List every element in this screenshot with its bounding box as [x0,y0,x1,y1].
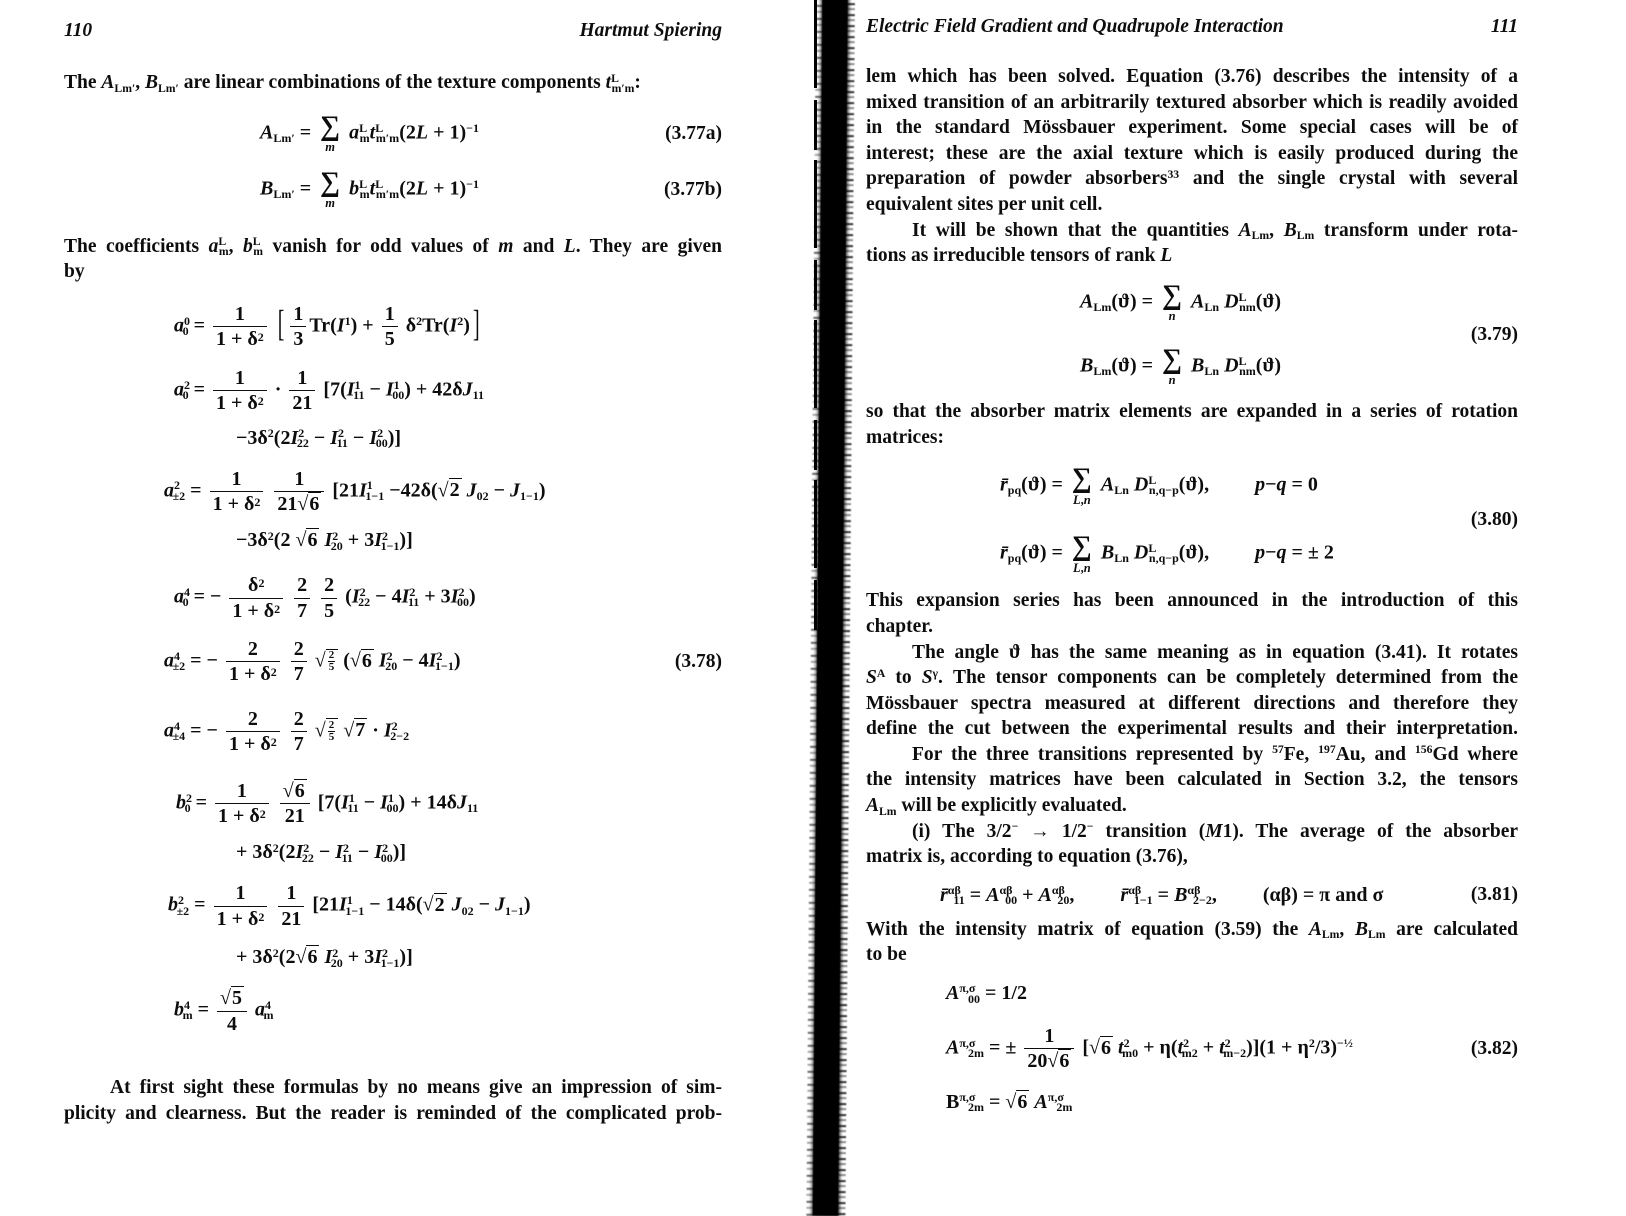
equation-3-79 [866,279,1518,388]
equation-3-77a-body: $A_{Lm'}$ = ∑ m $a^L_mt^L_{m'm}(2L + 1)^{-1}$ [260,110,479,155]
paragraph-with-intensity-tail: to be [866,944,907,966]
running-head-chapter-title: Electric Field Gradient and Quadrupole Interaction [866,16,1284,37]
paragraph-transition-m1-tail: matrix is, according to equation (3.76), [866,846,1188,868]
page-number-left: 110 [64,20,93,41]
running-head-author: Hartmut Spiering [579,20,722,41]
paragraph-so-that-tail: matrices: [866,426,944,448]
equation-3-82-row-c [866,1091,1518,1114]
equation-3-79-line-a: $A_{Lm}(ϑ)$ = ∑ n $A_{Ln}$ $D^L_{nm}(ϑ)$ [1080,279,1282,324]
equation-row [64,574,722,622]
equation-3-77b [64,166,722,211]
equation-a4pm2: $a^4_{\pm 2}$ = − $\frac{2}{1 + \delta^2}$ $\frac{2}{7}$ √ $\frac{2}{5}$ (√6 $I^2_{20} - 4I^2_{1-1}$) [164,638,461,686]
equation-3-79-line-b: $B_{Lm}(ϑ)$ = ∑ n $B_{Ln}$ $D^L_{nm}(ϑ)$ [1080,343,1282,388]
equation-a40: $a^4_0$ = − $\frac{\delta^2}{1 + \delta^2}$ $\frac{2}{7}$ $\frac{2}{5}$ $(I^2_{22} - 4I^2_{11} + 3I^2_{00})$ [174,574,476,622]
right-page [866,0,1518,1114]
equation-3-81 [866,884,1518,907]
equation-row [64,841,722,864]
equation-3-79-lines [866,279,1282,388]
equation-label-3-80: (3.80) [1470,509,1518,531]
equation-3-81-body: r̄$^{\alpha\beta}_{11}$ = $A^{\alpha\beta}_{00} + A^{\alpha\beta}_{20}$, r̄$^{\alpha\beta}_{1-1}$ = $B^{\alpha\beta}_{2-2}$, (αβ) = π and σ [940,883,1384,908]
equation-a2pm2-cont: $-3\delta^2(2$ √6 $I^2_{20} + 3I^2_{1-1}$)] [236,528,413,553]
equation-B2m: $B^{\pi,\sigma}_{2m} = √6$ $A^{\pi,\sigma}_{2m}$ [946,1090,1073,1115]
equation-a2pm2: $a^2_{\pm 2}$ = $\frac{1}{1 + \delta^2}$ $\frac{1}{21√6}$ [$21I^1_{1-1} -42\delta(√2$ $J_{02} - J_{1-1}$) [164,467,546,515]
equation-A2m: $A^{\pi,\sigma}_{2m}$ = ± $\frac{1}{20√6}$ [√6 $t^2_{m0} + \eta(t^2_{m2} + t^2_{m-2})](1 + \eta^2/3)^{-\frac{1}{2}}$ [946,1025,1353,1073]
equation-row [64,708,722,756]
paragraph-expansion-tail: chapter. [866,615,933,637]
equation-row [64,882,722,930]
left-page [64,0,722,1126]
equation-row [64,529,722,552]
equation-label-3-81: (3.81) [1470,884,1518,906]
equation-3-82-row-b [866,1025,1518,1073]
equation-label-3-78: (3.78) [674,650,722,672]
equation-a20: $a^2_0$ = $\frac{1}{1 + \delta^2}$ · $\frac{1}{21}$ [$7(I^1_{11} - I^1_{00}) + 42\delta J_{11}$ [174,366,484,415]
equation-3-80 [866,463,1518,575]
equation-b2pm2: $b^2_{\pm 2}$ = $\frac{1}{1 + \delta^2}$ $\frac{1}{21}$ [$21I^1_{1-1} - 14\delta(√2$ $J_{02} - J_{1-1}$) [168,882,531,930]
equation-a00: $a^0_0$ = $\frac{1}{1 + \delta^2}$ [ $\frac{1}{3}$ $Tr(I^1)$ + $\frac{1}{5}$ $\delta^2Tr(I^2)$ ] [174,302,480,351]
paragraph-with-intensity: With the intensity matrix of equation (3.59) the $A_{Lm}$, $B_{Lm}$ are calculated [866,918,1518,942]
left-page-header [64,20,722,42]
equation-label-3-82: (3.82) [1470,1037,1518,1059]
equation-a4pm4: $a^4_{\pm 4}$ = − $\frac{2}{1 + \delta^2}$ $\frac{2}{7}$ √ $\frac{2}{5}$ $√7 \cdot I^2_{2-2}$ [164,707,410,756]
paragraph-three-transitions: For the three transitions represented by $^{57}$Fe, $^{197}$Au, and $^{156}$Gd where the intensity matrices have been calculated in Section 3.2, the tensors [866,743,1518,791]
equation-row [64,987,722,1035]
gutter-black-band [812,0,848,1216]
equation-b4m: $b^4_m$ = $\frac{√5}{4}$ $a^4_m$ [174,987,274,1035]
paragraph-transition-m1: (i) The 3/2− → 1/2− transition (M1). The average of the absorber [912,820,1519,842]
equation-3-77a [64,110,722,155]
paragraph-lem-tail: equivalent sites per unit cell. [866,193,1103,215]
equation-b20: $b^2_0$ = $\frac{1}{1 + \delta^2}$ $\frac{√6}{21}$ [$7(I^1_{11} - I^1_{00}) + 14\delta J_{11}$ [176,779,479,828]
equation-row [64,468,722,516]
paragraph-it-will: It will be shown that the quantities $A_{Lm}$, $B_{Lm}$ transform under rota- [912,219,1518,243]
equation-3-80-line-a: $r̄_{pq}(ϑ)$ = ∑ L,n $A_{Ln}$ $D^L_{n,q-p}(ϑ)$, p−q = 0 [1000,463,1318,507]
paragraph-three-transitions-tail: $A_{Lm}$ will be explicitly evaluated. [866,795,1127,818]
gutter-thin-line [814,0,817,640]
equation-label-3-79: (3.79) [1470,323,1518,345]
scanner-gutter-shadow [806,0,870,1208]
paragraph-it-will-tail: tions as irreducible tensors of rank L [866,245,1173,267]
equation-3-82-row-a [866,982,1518,1005]
equation-3-80-lines [866,463,1334,575]
equation-3-77b-body: $B_{Lm'}$ = ∑ m $b^L_mt^L_{m'm}(2L + 1)^{-1}$ [260,166,479,211]
equation-row [64,427,722,450]
paragraph-outro: At first sight these formulas by no means give an impression of sim- plicity and clearness. But the reader is reminded of the complicated prob- [64,1077,722,1124]
equation-A00: $A^{\pi,\sigma}_{00} = 1/2$ [946,981,1027,1006]
paragraph-coefficients-tail: by [64,261,85,283]
equation-b2pm2-cont: + $3\delta^2(2√6$ $I^2_{20} + 3I^2_{1-1}$)] [236,945,413,970]
paragraph-angle: The angle ϑ has the same meaning as in equation (3.41). It rotates $S^A$ to $S^\gamma$. The tensor components can be completely determined from the Mössbauer spectra measured at different directions and therefore they define the cut between the experimental results and their interpretation. [866,641,1518,740]
equation-a20-cont: $-3\delta^2(2I^2_{22} - I^2_{11} - I^2_{00})$] [236,425,402,451]
paragraph-intro: The $A_{Lm'}$, $B_{Lm'}$ are linear combinations of the texture components $t^L_{m'm}$: [64,71,641,95]
equation-b20-cont: + $3\delta^2(2I^2_{22} - I^2_{11} - I^2_{00})$] [236,840,407,866]
equation-row [64,303,722,351]
paragraph-coefficients: The coefficients $a^L_m$, $b^L_m$ vanish for odd values of m and L. They are given [64,235,722,259]
equation-row [64,780,722,828]
equation-3-80-line-b: $r̄_{pq}(ϑ)$ = ∑ L,n $B_{Ln}$ $D^L_{n,q-p}(ϑ)$, p−q = ± 2 [1000,531,1334,575]
equation-label-3-77a: (3.77a) [665,122,722,144]
paragraph-lem: lem which has been solved. Equation (3.76) describes the intensity of a mixed transition of an arbitrarily textured absorber which is readily avoided in the standard Mössbauer experiment. Some special cases will be of interest; these are the axial texture which is easily produced during the preparation of powder absorbers$^{33}$ and the single crystal with several [866,66,1518,190]
paragraph-expansion: This expansion series has been announced in the introduction of this [866,590,1518,612]
equation-row [64,638,722,686]
equation-row [64,946,722,969]
page-number-right: 111 [1490,16,1518,37]
equation-row [64,367,722,415]
right-page-header [866,16,1518,38]
equation-label-3-77b: (3.77b) [664,178,722,200]
paragraph-so-that: so that the absorber matrix elements are expanded in a series of rotation [866,400,1518,422]
